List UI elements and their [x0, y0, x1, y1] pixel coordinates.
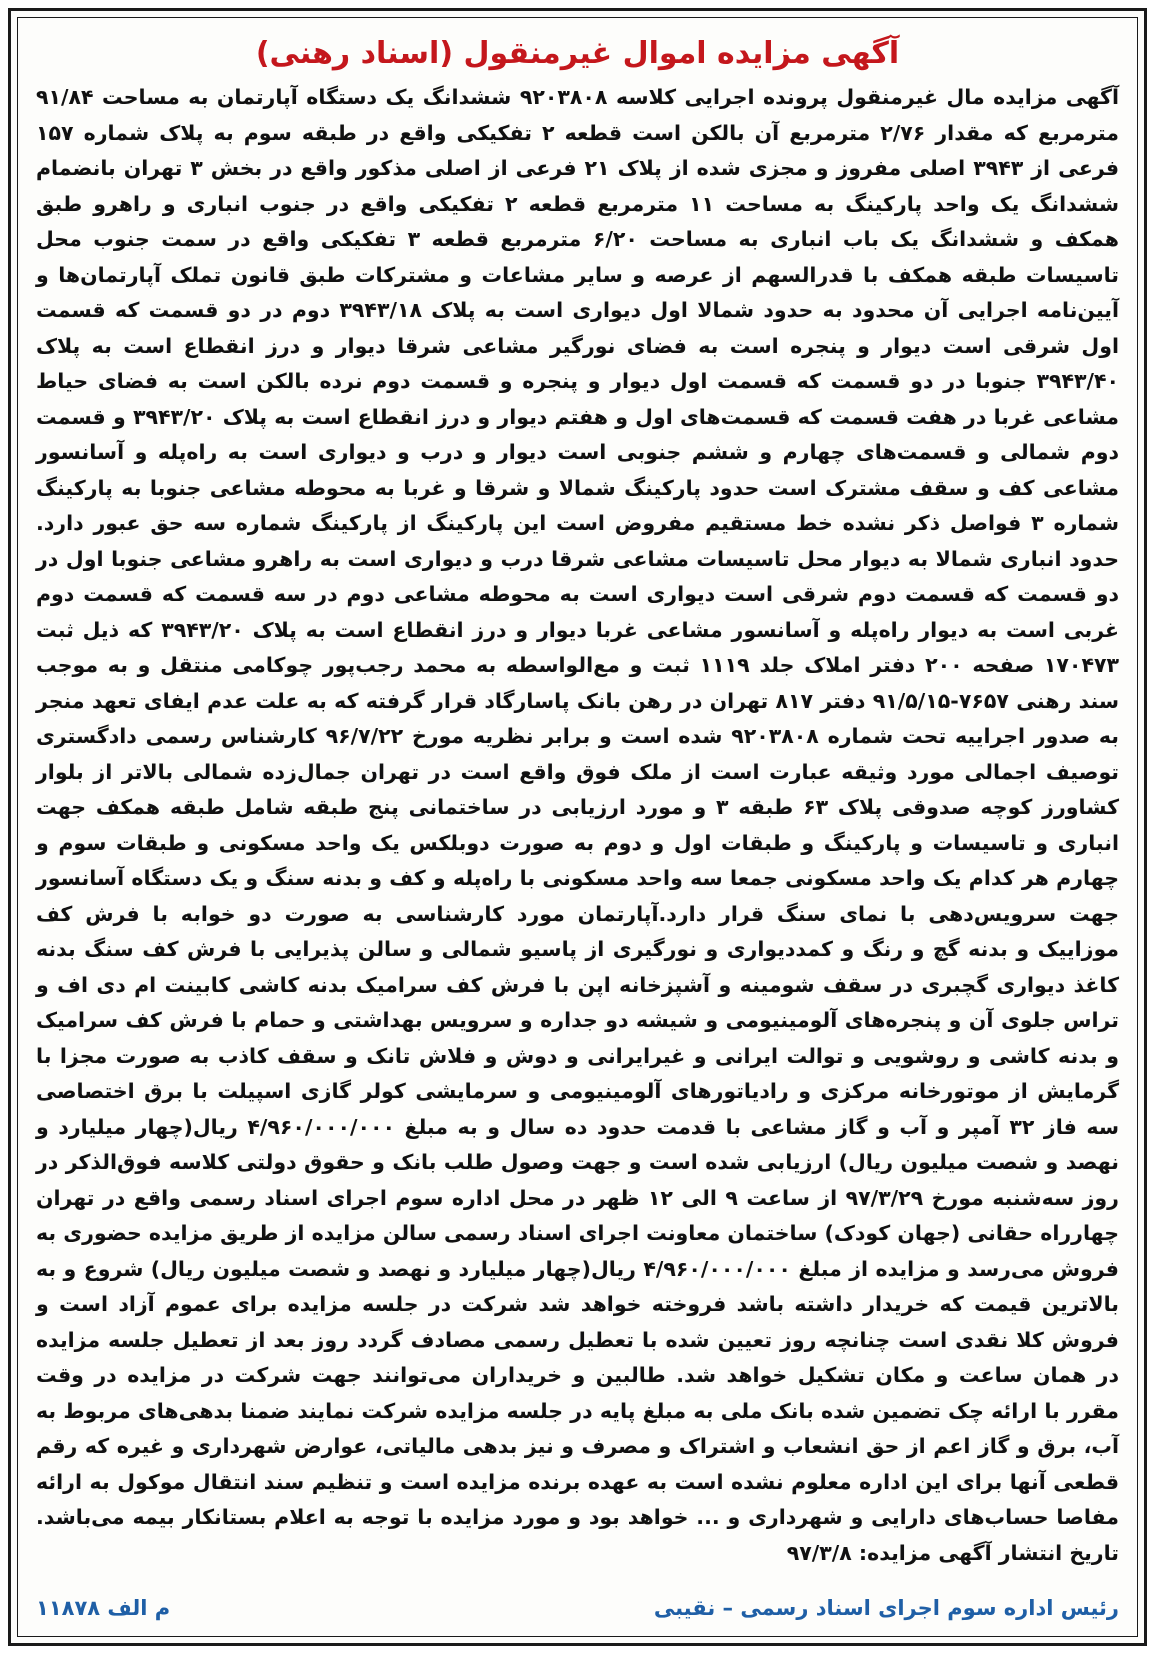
signature-line: رئیس اداره سوم اجرای اسناد رسمی – نقیبی [653, 1596, 1119, 1620]
notice-frame [8, 8, 1147, 1646]
notice-title: آگهی مزایده اموال غیرمنقول (اسناد رهنی) [255, 36, 900, 71]
notice-code: م الف ۱۱۸۷۸ [36, 1596, 171, 1620]
notice-footer [36, 1588, 1119, 1628]
notice-body: آگهی مزایده مال غیرمنقول پرونده اجرایی کلاسه ۹۲۰۳۸۰۸ ششدانگ یک دستگاه آپارتمان به مساحت ۹۱/۸۴ مترمربع که مقدار ۲/۷۶ مترمربع آن بالکن است قطعه ۲ تفکیکی واقع در طبقه سوم به پلاک شماره ۱۵۷ فرعی از ۳۹۴۳ اصلی مفروز و مجزی شده از پلاک ۲۱ فرعی از اصلی مذکور واقع در بخش ۳ تهران بانضمام ششدانگ یک واحد پارکینگ به مساحت ۱۱ مترمربع قطعه ۲ تفکیکی واقع در جنوب انباری و راهرو طبق همکف و ششدانگ یک باب انباری به مساحت ۶/۲۰ مترمربع قطعه ۳ تفکیکی واقع در سمت جنوب محل تاسیسات طبقه همکف با قدرالسهم از عرصه و سایر مشاعات و مشترکات طبق قانون تملک آپارتمان‌ها و آیین‌نامه اجرایی آن محدود به حدود شمالا اول دیواری است به پلاک ۳۹۴۳/۱۸ دوم در دو قسمت که قسمت اول شرقی است دیوار و پنجره است به فضای نورگیر مشاعی شرقا دیوار و درز انقطاع است به پلاک ۳۹۴۳/۴۰ جنوبا در دو قسمت که قسمت اول دیوار و پنجره و قسمت دوم نرده بالکن است به فضای حیاط مشاعی غربا در هفت قسمت که قسمت‌های اول و هفتم دیوار و درز انقطاع است به پلاک ۳۹۴۳/۲۰ و قسمت دوم شمالی و قسمت‌های چهارم و ششم جنوبی است دیوار و درب و دیواری است به راه‌پله و آسانسور مشاعی کف و سقف مشترک است حدود پارکینگ شمالا و شرقا و غربا به محوطه مشاعی جنوبا به پارکینگ شماره ۳ فواصل ذکر نشده خط مستقیم مفروض است این پارکینگ از پارکینگ شماره سه حق عبور دارد. حدود انباری شمالا به دیوار محل تاسیسات مشاعی شرقا درب و دیواری است به راهرو مشاعی جنوبا اول در دو قسمت که قسمت دوم شرقی است دیواری است به محوطه مشاعی دوم در سه قسمت که قسمت دوم غربی است به دیوار راه‌پله و آسانسور مشاعی غربا دیوار و درز انقطاع است به پلاک ۳۹۴۳/۲۰ که ذیل ثبت ۱۷۰۴۷۳ صفحه ۲۰۰ دفتر املاک جلد ۱۱۱۹ ثبت و مع‌الواسطه به محمد رجب‌پور چوکامی منتقل و به موجب سند رهنی ۷۶۵۷-۹۱/۵/۱۵ دفتر ۸۱۷ تهران در رهن بانک پاسارگاد قرار گرفته که به علت عدم ایفای تعهد منجر به صدور اجراییه تحت شماره ۹۲۰۳۸۰۸ شده است و برابر نظریه مورخ ۹۶/۷/۲۲ کارشناس رسمی دادگستری توصیف اجمالی مورد وثیقه عبارت است از ملک فوق واقع است در تهران جمال‌زده شمالی بالاتر از بلوار کشاورز کوچه صدوقی پلاک ۶۳ طبقه ۳ و مورد ارزیابی در ساختمانی پنج طبقه شامل طبقه همکف جهت انباری و تاسیسات و پارکینگ و طبقات اول و دوم به صورت دوبلکس یک واحد مسکونی و طبقات سوم و چهارم هر کدام یک واحد مسکونی جمعا سه واحد مسکونی با راه‌پله و کف و بدنه سنگ و یک دستگاه آسانسور جهت سرویس‌دهی با نمای سنگ قرار دارد.آپارتمان مورد کارشناسی به صورت دو خوابه با فرش کف موزاییک و بدنه گچ و رنگ و کمددیواری و نورگیری از پاسیو شمالی و سالن پذیرایی با فرش کف سنگ بدنه کاغذ دیواری گچبری در سقف شومینه و آشپزخانه اپن با فرش کف سرامیک بدنه کاشی کابینت ام دی اف و تراس جلوی آن و پنجره‌های آلومینیومی و شیشه دو جداره و سرویس بهداشتی و حمام با فرش کف سرامیک و بدنه کاشی و روشویی و توالت ایرانی و غیرایرانی و دوش و فلاش تانک و سقف کاذب به صورت مجزا با گرمایش از موتورخانه مرکزی و رادیاتورهای آلومینیومی و سرمایشی کولر گازی اسپیلت با برق اختصاصی سه فاز ۳۲ آمپر و آب و گاز مشاعی با قدمت حدود ده سال و به مبلغ ۴/۹۶۰/۰۰۰/۰۰۰ ریال(چهار میلیارد و نهصد و شصت میلیون ریال) ارزیابی شده است و جهت وصول طلب بانک و حقوق دولتی کلاسه فوق‌الذکر در روز سه‌شنبه مورخ ۹۷/۳/۲۹ از ساعت ۹ الی ۱۲ ظهر در محل اداره سوم اجرای اسناد رسمی واقع در تهران چهارراه حقانی (جهان کودک) ساختمان معاونت اجرای اسناد رسمی سالن مزایده از طریق مزایده حضوری به فروش می‌رسد و مزایده از مبلغ ۴/۹۶۰/۰۰۰/۰۰۰ ریال(چهار میلیارد و نهصد و شصت میلیون ریال) شروع و به بالاترین قیمت که خریدار داشته باشد فروخته خواهد شد شرکت در جلسه مزایده برای عموم آزاد است و فروش کلا نقدی است چنانچه روز تعیین شده با تعطیل رسمی مصادف گردد روز بعد از تعطیل جلسه مزایده در همان ساعت و مکان تشکیل خواهد شد. طالبین و خریداران می‌توانند جهت شرکت در مزایده در وقت مقرر با ارائه چک تضمین شده بانک ملی به مبلغ پایه در جلسه مزایده شرکت نمایند ضمنا بدهی‌های مربوط به آب، برق و گاز اعم از حق انشعاب و اشتراک و مصرف و نیز بدهی مالیاتی، عوارض شهرداری و غیره که رقم قطعی آنها برای این اداره معلوم نشده است به عهده برنده مزایده است و تنظیم سند انتقال موکول به ارائه مفاصا حساب‌های دارایی و شهرداری و ... خواهد بود و مورد مزایده با توجه به اعلام بستانکار بیمه می‌باشد. تاریخ انتشار آگهی مزایده: ۹۷/۳/۸ [36, 85, 1120, 1565]
notice-inner-border [17, 17, 1138, 1637]
